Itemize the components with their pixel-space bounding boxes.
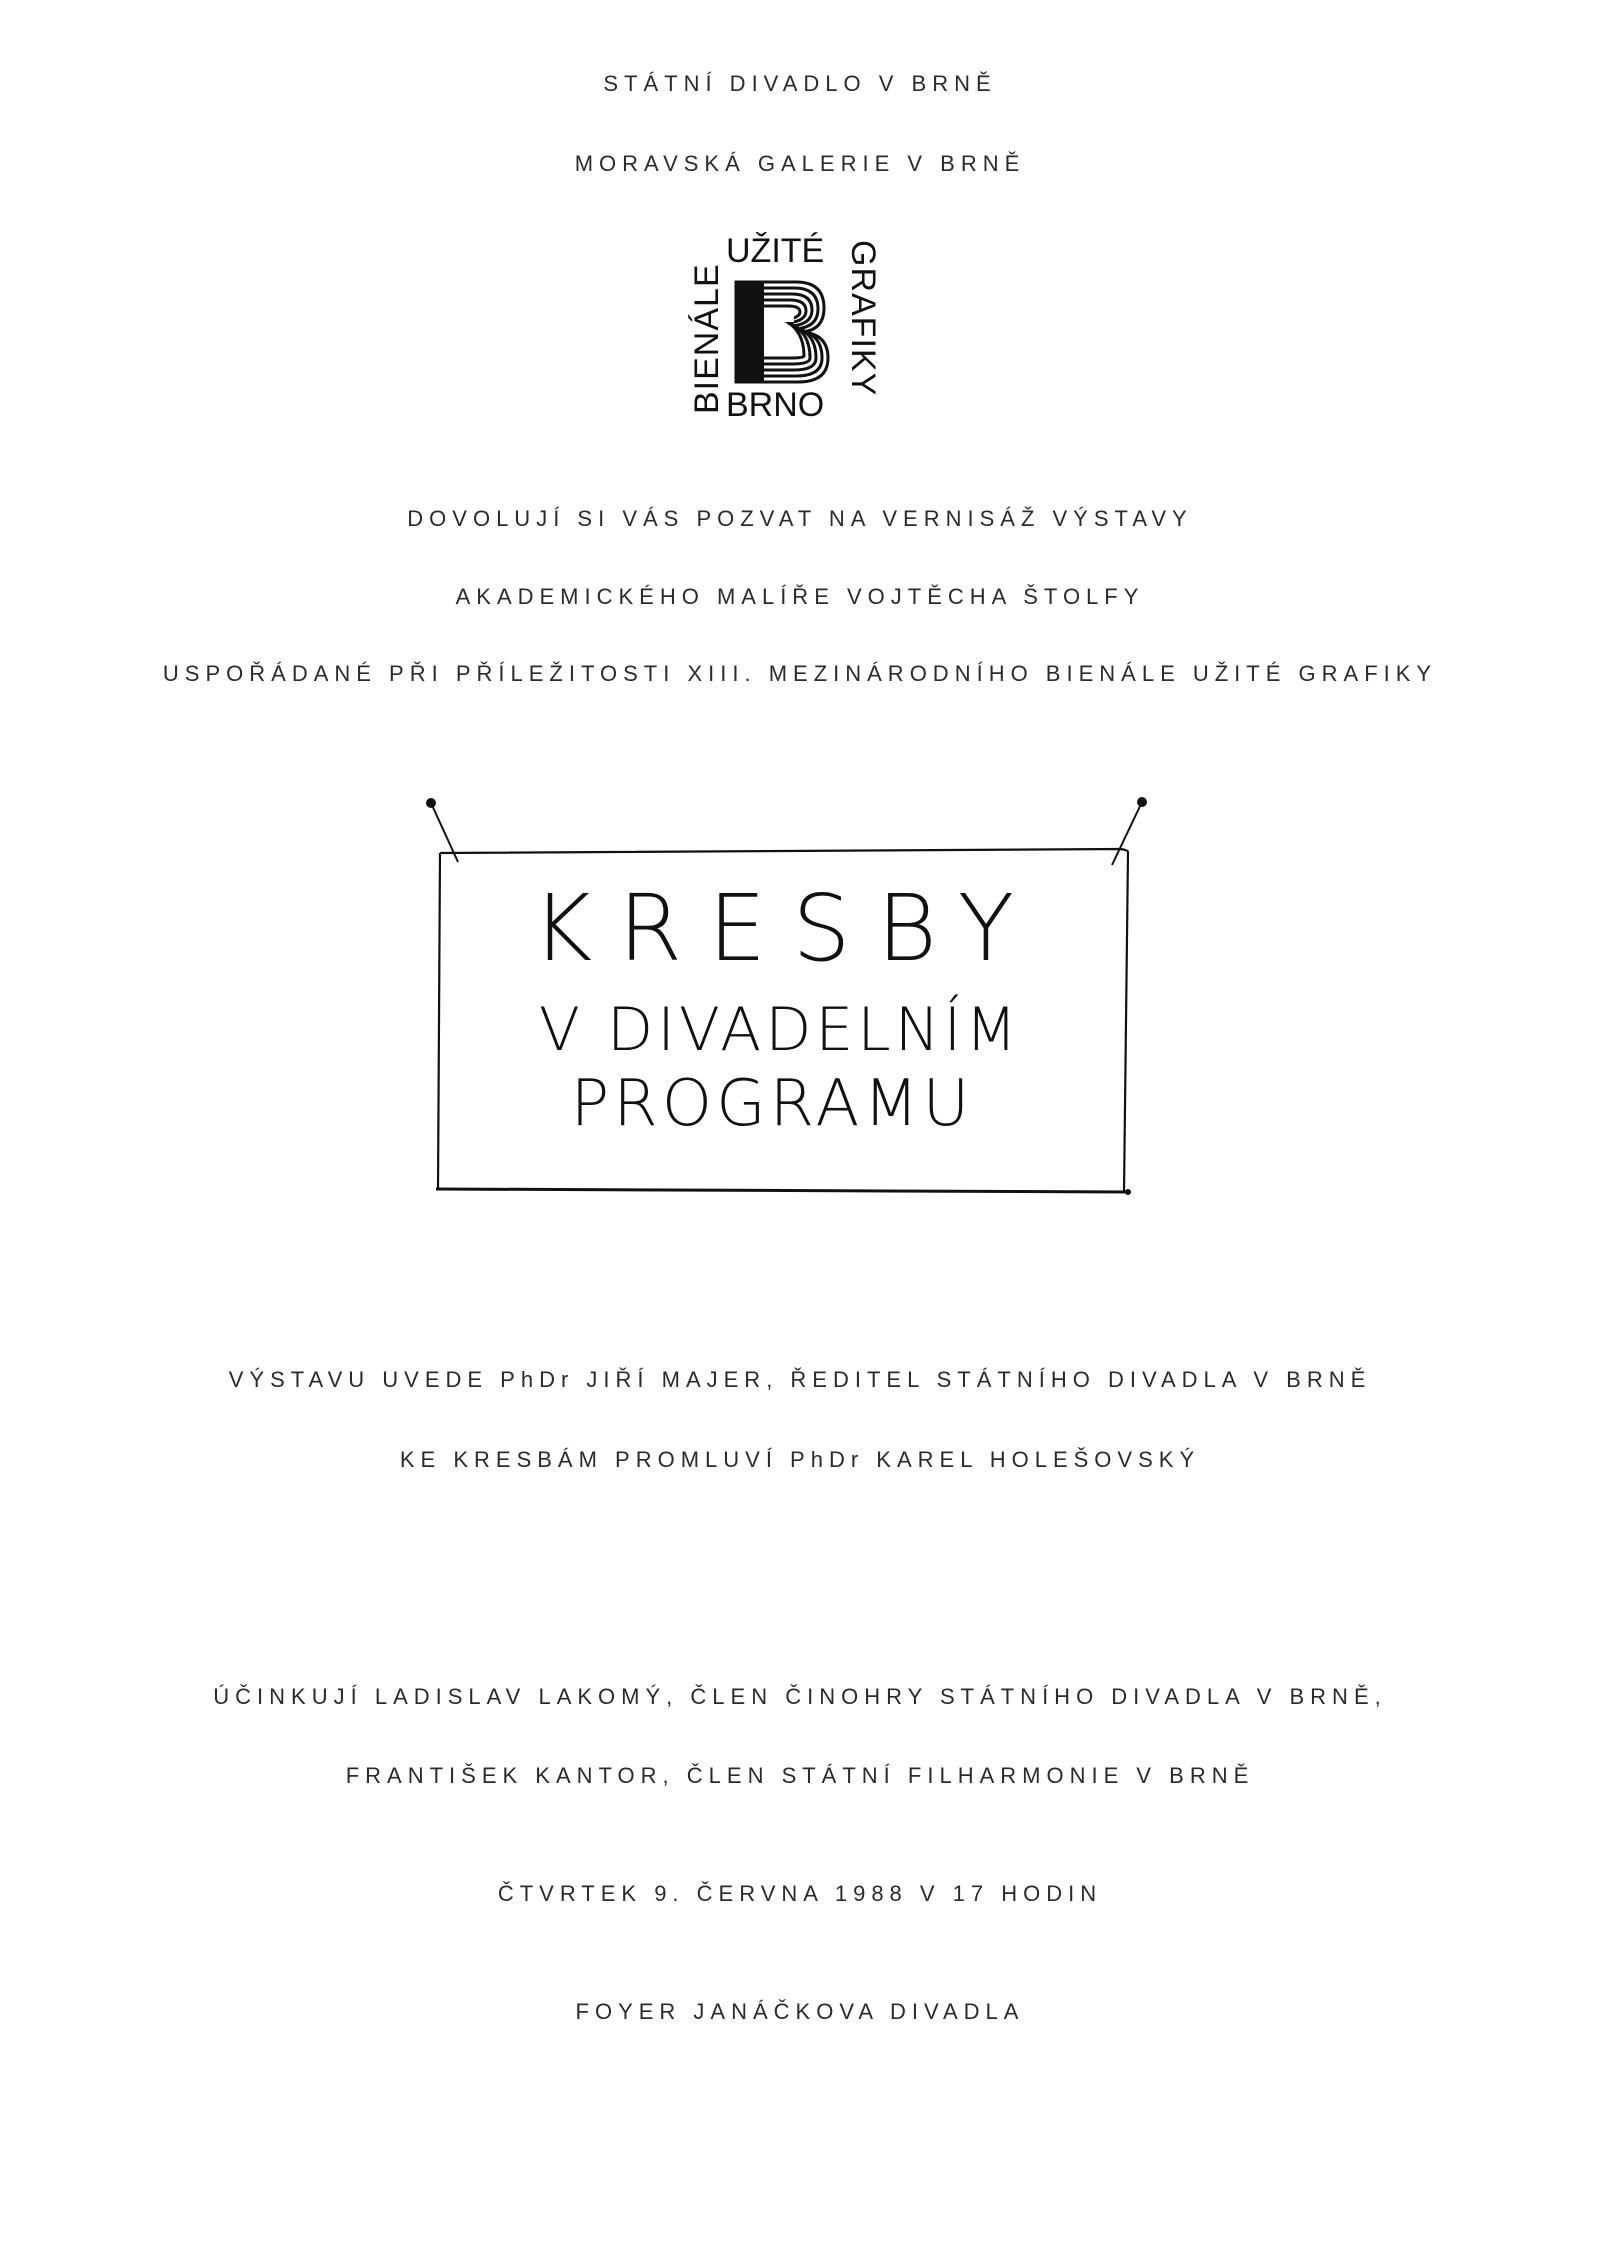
logo-left-text: BIENÁLE (688, 263, 726, 414)
invitation-line-2: AKADEMICKÉHO MALÍŘE VOJTĚCHA ŠTOLFY (455, 584, 1145, 609)
logo-bottom-text: BRNO (726, 386, 825, 422)
bienale-logo (688, 232, 884, 422)
performer-line-1: ÚČINKUJÍ LADISLAV LAKOMÝ, ČLEN ČINOHRY STÁTNÍHO DIVADLA V BRNĚ, (213, 1684, 1387, 1709)
sign-title: KRESBY (531, 875, 1041, 982)
organizer-theatre: STÁTNÍ DIVADLO V BRNĚ (603, 71, 997, 96)
logo-right-text: GRAFIKY (844, 240, 882, 397)
invitation-line-1: DOVOLUJÍ SI VÁS POZVAT NA VERNISÁŽ VÝSTAVY (407, 506, 1193, 531)
logo-top-text: UŽITÉ (726, 232, 825, 270)
organizer-gallery: MORAVSKÁ GALERIE V BRNĚ (574, 151, 1026, 176)
hanging-sign (400, 780, 1160, 1210)
speaker-line-1: VÝSTAVU UVEDE PhDr JIŘÍ MAJER, ŘEDITEL STÁTNÍHO DIVADLA V BRNĚ (228, 1367, 1372, 1392)
event-venue: FOYER JANÁČKOVA DIVADLA (575, 1999, 1025, 2024)
speaker-line-2: KE KRESBÁM PROMLUVÍ PhDr KAREL HOLEŠOVSKÝ (399, 1447, 1201, 1472)
sign-line-3: PROGRAMU (570, 1067, 974, 1141)
invitation-line-3: USPOŘÁDANÉ PŘI PŘÍLEŽITOSTI XIII. MEZINÁRODNÍHO BIENÁLE UŽITÉ GRAFIKY (162, 661, 1438, 686)
logo-b-stem (736, 282, 764, 382)
sign-line-2: V DIVADELNÍM (538, 995, 1022, 1065)
performer-line-2: FRANTIŠEK KANTOR, ČLEN STÁTNÍ FILHARMONIE V BRNĚ (345, 1763, 1255, 1788)
event-datetime: ČTVRTEK 9. ČERVNA 1988 V 17 HODIN (497, 1881, 1103, 1906)
